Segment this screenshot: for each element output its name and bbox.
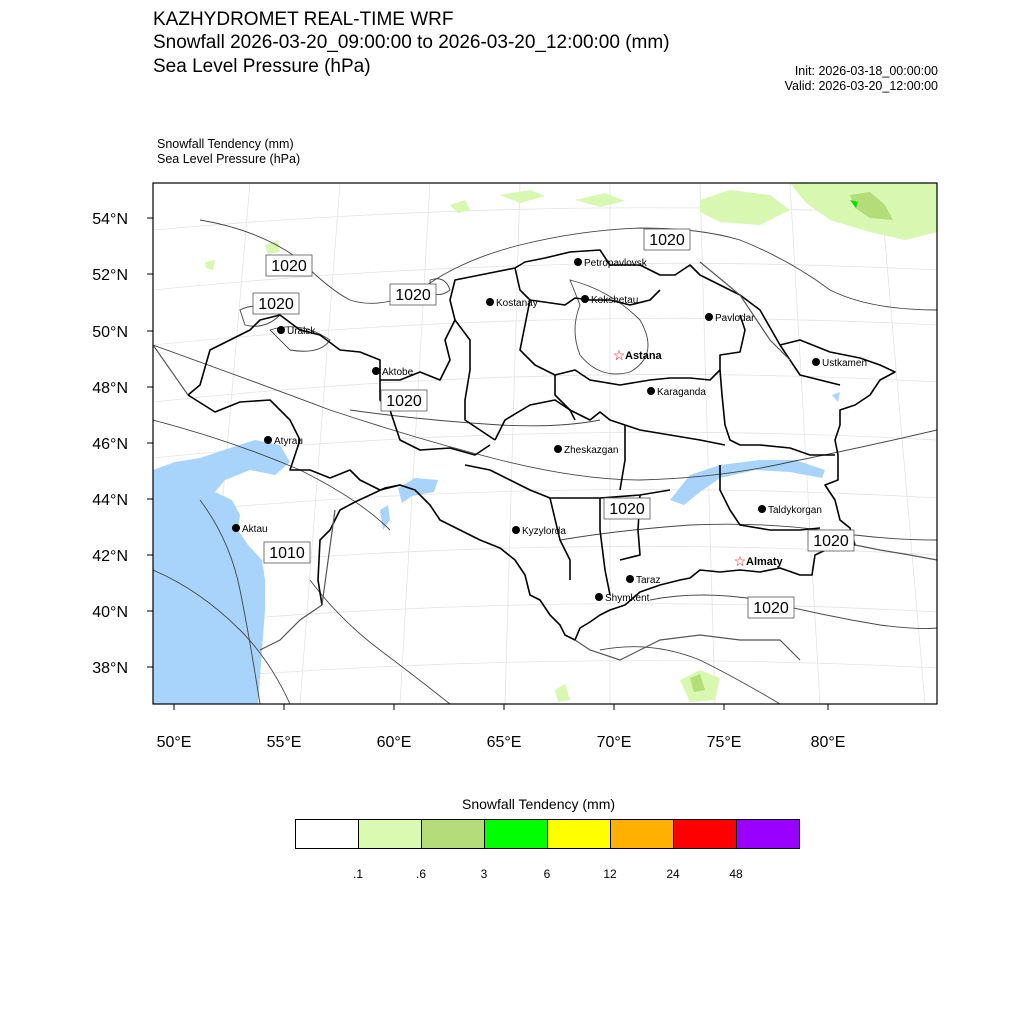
city-dot bbox=[812, 358, 820, 366]
city-label: Astana bbox=[625, 350, 662, 362]
lon-label: 80°E bbox=[810, 734, 846, 751]
colorbar-tick-label: 48 bbox=[729, 867, 743, 881]
field-label-slp: Sea Level Pressure (hPa) bbox=[157, 152, 301, 166]
colorbar-swatch bbox=[737, 820, 799, 848]
title-line-2: Snowfall 2026-03-20_09:00:00 to 2026-03-20_12:00:00 (mm) bbox=[153, 32, 670, 53]
city-dot bbox=[372, 367, 380, 375]
lon-label: 60°E bbox=[376, 734, 412, 751]
lat-label: 38°N bbox=[92, 660, 128, 677]
city-label: Taldykorgan bbox=[768, 505, 822, 516]
city-label: Aktau bbox=[242, 524, 268, 535]
colorbar-swatch bbox=[485, 820, 548, 848]
colorbar-tick-label: 24 bbox=[666, 867, 680, 881]
colorbar-swatch bbox=[422, 820, 485, 848]
lat-label: 42°N bbox=[92, 548, 128, 565]
field-label-snowfall: Snowfall Tendency (mm) bbox=[157, 137, 294, 151]
colorbar-swatch bbox=[548, 820, 611, 848]
city-label: Karaganda bbox=[657, 387, 706, 398]
lat-label: 48°N bbox=[92, 380, 128, 397]
lat-label: 40°N bbox=[92, 604, 128, 621]
colorbar-swatch bbox=[296, 820, 359, 848]
title-line-3: Sea Level Pressure (hPa) bbox=[153, 56, 371, 77]
city-dot bbox=[264, 436, 272, 444]
city-label: Ustkamen bbox=[822, 358, 868, 369]
city-markers bbox=[232, 258, 867, 604]
colorbar-tick-label: 12 bbox=[603, 867, 617, 881]
city-dot bbox=[705, 313, 713, 321]
city-label: Aktobe bbox=[382, 367, 414, 378]
city-dot bbox=[574, 258, 582, 266]
lon-labels bbox=[157, 734, 846, 751]
isobar-label: 1020 bbox=[753, 600, 789, 617]
title-line-1: KAZHYDROMET REAL-TIME WRF bbox=[153, 9, 454, 30]
colorbar-swatch bbox=[359, 820, 422, 848]
city-label: Zheskazgan bbox=[564, 445, 619, 456]
lat-label: 54°N bbox=[92, 211, 128, 228]
city-label: Kyzylorda bbox=[522, 526, 566, 537]
snowfall-areas bbox=[205, 183, 937, 702]
lon-label: 65°E bbox=[486, 734, 522, 751]
lon-label: 75°E bbox=[706, 734, 742, 751]
lake-zaysan bbox=[832, 392, 840, 402]
caspian-sea bbox=[153, 440, 290, 704]
aral-sea bbox=[398, 478, 438, 503]
colorbar-title: Snowfall Tendency (mm) bbox=[462, 796, 616, 812]
city-dot bbox=[581, 295, 589, 303]
city-label: Atyrau bbox=[274, 436, 303, 447]
isobar-label: 1020 bbox=[271, 258, 307, 275]
isobar-label: 1020 bbox=[258, 296, 294, 313]
city-dot bbox=[758, 505, 766, 513]
colorbar-tick-label: 3 bbox=[480, 867, 488, 881]
isobar-label: 1020 bbox=[813, 533, 849, 550]
isobar-label: 1020 bbox=[386, 393, 422, 410]
lat-label: 46°N bbox=[92, 436, 128, 453]
colorbar-tick-label: 6 bbox=[543, 867, 551, 881]
lake-balkhash bbox=[670, 460, 825, 505]
city-dot bbox=[512, 526, 520, 534]
isobar-label: 1020 bbox=[395, 287, 431, 304]
lat-label: 52°N bbox=[92, 267, 128, 284]
city-dot bbox=[554, 445, 562, 453]
colorbar-tick-label: .1 bbox=[352, 867, 364, 881]
lat-label: 44°N bbox=[92, 492, 128, 509]
city-dot bbox=[595, 593, 603, 601]
lon-label: 70°E bbox=[596, 734, 632, 751]
city-dot bbox=[232, 524, 240, 532]
city-label: Kokshetau bbox=[591, 295, 639, 306]
city-label: Petropavlovsk bbox=[584, 258, 647, 269]
city-label: Almaty bbox=[746, 556, 783, 568]
city-label: Shymkent bbox=[605, 593, 650, 604]
city-dot bbox=[626, 575, 634, 583]
capital-star-icon: ☆ bbox=[733, 553, 747, 569]
colorbar-swatch bbox=[674, 820, 737, 848]
city-dot bbox=[647, 387, 655, 395]
init-time: Init: 2026-03-18_00:00:00 bbox=[794, 64, 938, 78]
lat-labels bbox=[92, 211, 128, 677]
capital-star-icon: ☆ bbox=[612, 347, 626, 363]
city-dot bbox=[486, 298, 494, 306]
lon-label: 55°E bbox=[266, 734, 302, 751]
city-label: Kostanay bbox=[496, 298, 538, 309]
colorbar-tick-label: .6 bbox=[415, 867, 427, 881]
city-label: Pavlodar bbox=[715, 313, 755, 324]
city-dot bbox=[277, 326, 285, 334]
city-label: Taraz bbox=[636, 575, 661, 586]
aral-sea-south bbox=[380, 505, 390, 530]
valid-time: Valid: 2026-03-20_12:00:00 bbox=[784, 79, 938, 93]
isobar-label: 1020 bbox=[649, 232, 685, 249]
isobar-label: 1020 bbox=[609, 501, 645, 518]
colorbar bbox=[295, 819, 800, 849]
colorbar-swatch bbox=[611, 820, 674, 848]
isobar-label: 1010 bbox=[269, 545, 305, 562]
lat-label: 50°N bbox=[92, 324, 128, 341]
city-label: Uralsk bbox=[287, 326, 316, 337]
lon-label: 50°E bbox=[156, 734, 192, 751]
